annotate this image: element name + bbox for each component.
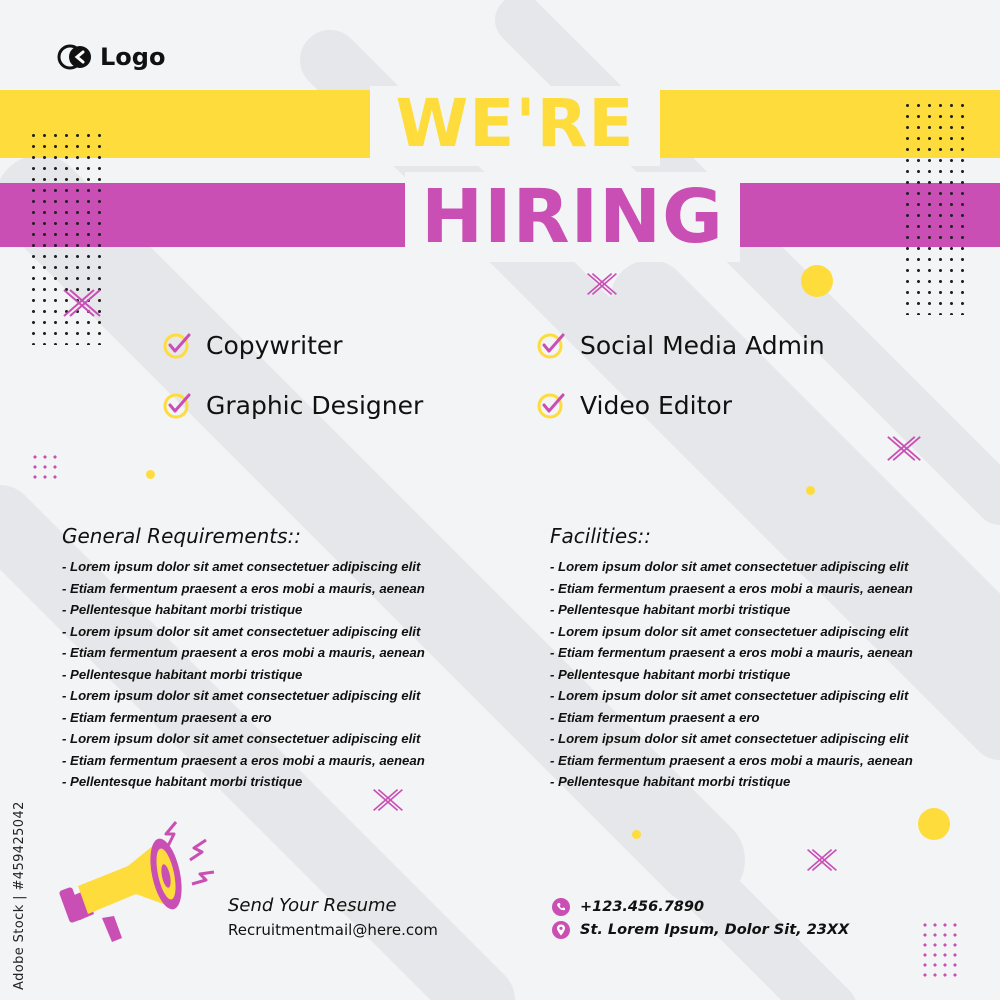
resume-email[interactable]: Recruitmentmail@here.com (228, 921, 438, 939)
list-item: - Etiam fermentum praesent a eros mobi a mauris, aenean (550, 645, 913, 660)
position-item (536, 330, 825, 360)
headline-hiring: HIRING (405, 172, 740, 262)
list-item: - Pellentesque habitant morbi tristique (62, 666, 303, 682)
dot-pattern-pink-right (920, 920, 962, 982)
facilities-title: Facilities:: (550, 524, 652, 548)
list-item: - Etiam fermentum praesent a eros mobi a mauris, aenean (550, 580, 913, 596)
address-text: St. Lorem Ipsum, Dolor Sit, 23XX (580, 921, 850, 938)
list-item: - Etiam fermentum praesent a eros mobi a mauris, aenean (62, 752, 425, 768)
list-item: - Pellentesque habitant morbi tristique (550, 774, 791, 789)
decor-circle-yellow (801, 265, 833, 297)
list-item: - Pellentesque habitant morbi tristique (550, 602, 791, 617)
position-item (162, 330, 343, 360)
check-circle-icon (162, 390, 192, 420)
requirements-list (62, 556, 482, 793)
contact-phone[interactable] (552, 895, 704, 918)
send-resume-title: Send Your Resume (228, 895, 397, 916)
location-pin-icon (552, 921, 570, 939)
brand-logo (56, 42, 165, 72)
phone-icon (552, 898, 570, 916)
list-item: - Lorem ipsum dolor sit amet consectetuer adipiscing elit (62, 688, 421, 703)
cross-mark-icon (586, 272, 618, 296)
position-item (162, 390, 423, 420)
list-item: - Pellentesque habitant morbi tristique (62, 774, 303, 789)
list-item: - Etiam fermentum praesent a eros mobi a mauris, aenean (62, 645, 425, 660)
check-circle-icon (162, 330, 192, 360)
cross-mark-icon (886, 435, 922, 462)
contact-address[interactable] (552, 918, 849, 941)
position-item (536, 390, 732, 420)
decor-dot-yellow (806, 486, 815, 495)
list-item: - Etiam fermentum praesent a eros mobi a mauris, aenean (62, 580, 425, 596)
list-item: - Lorem ipsum dolor sit amet consectetuer adipiscing elit (62, 731, 421, 746)
list-item: - Lorem ipsum dolor sit amet consectetuer adipiscing elit (62, 623, 421, 639)
decor-dot-yellow (632, 830, 641, 839)
headline-were: WE'RE (370, 86, 660, 166)
decor-dot-yellow (146, 470, 155, 479)
stock-id-text: Adobe Stock | #459425042 (12, 801, 27, 990)
list-item: - Pellentesque habitant morbi tristique (550, 666, 791, 682)
list-item: - Lorem ipsum dolor sit amet consectetuer adipiscing elit (62, 559, 421, 574)
logo-text: Logo (100, 43, 166, 71)
list-item: - Etiam fermentum praesent a eros mobi a mauris, aenean (550, 752, 913, 768)
decor-circle-yellow (918, 808, 950, 840)
position-label: Social Media Admin (580, 330, 825, 360)
list-item: - Lorem ipsum dolor sit amet consectetuer adipiscing elit (550, 688, 909, 703)
facilities-list (550, 556, 970, 793)
cross-mark-icon (806, 848, 838, 872)
list-item: - Lorem ipsum dolor sit amet consectetuer adipiscing elit (550, 731, 909, 746)
check-circle-icon (536, 390, 566, 420)
requirements-title: General Requirements:: (62, 524, 302, 548)
check-circle-icon (536, 330, 566, 360)
logo-mark-icon (56, 42, 94, 72)
list-item: - Lorem ipsum dolor sit amet consectetuer adipiscing elit (550, 559, 909, 574)
position-label: Copywriter (206, 330, 343, 360)
cross-mark-icon (62, 288, 102, 318)
megaphone-icon (58, 818, 218, 946)
list-item: - Lorem ipsum dolor sit amet consectetuer adipiscing elit (550, 623, 909, 639)
position-label: Graphic Designer (206, 390, 424, 420)
dot-pattern-pink-left (30, 452, 60, 482)
dot-pattern-right (902, 100, 972, 315)
list-item: - Etiam fermentum praesent a ero (550, 709, 760, 725)
list-item: - Pellentesque habitant morbi tristique (62, 602, 303, 617)
phone-number: +123.456.7890 (580, 898, 705, 915)
stock-watermark-id (10, 758, 32, 990)
list-item: - Etiam fermentum praesent a ero (62, 709, 272, 725)
position-label: Video Editor (580, 390, 732, 420)
